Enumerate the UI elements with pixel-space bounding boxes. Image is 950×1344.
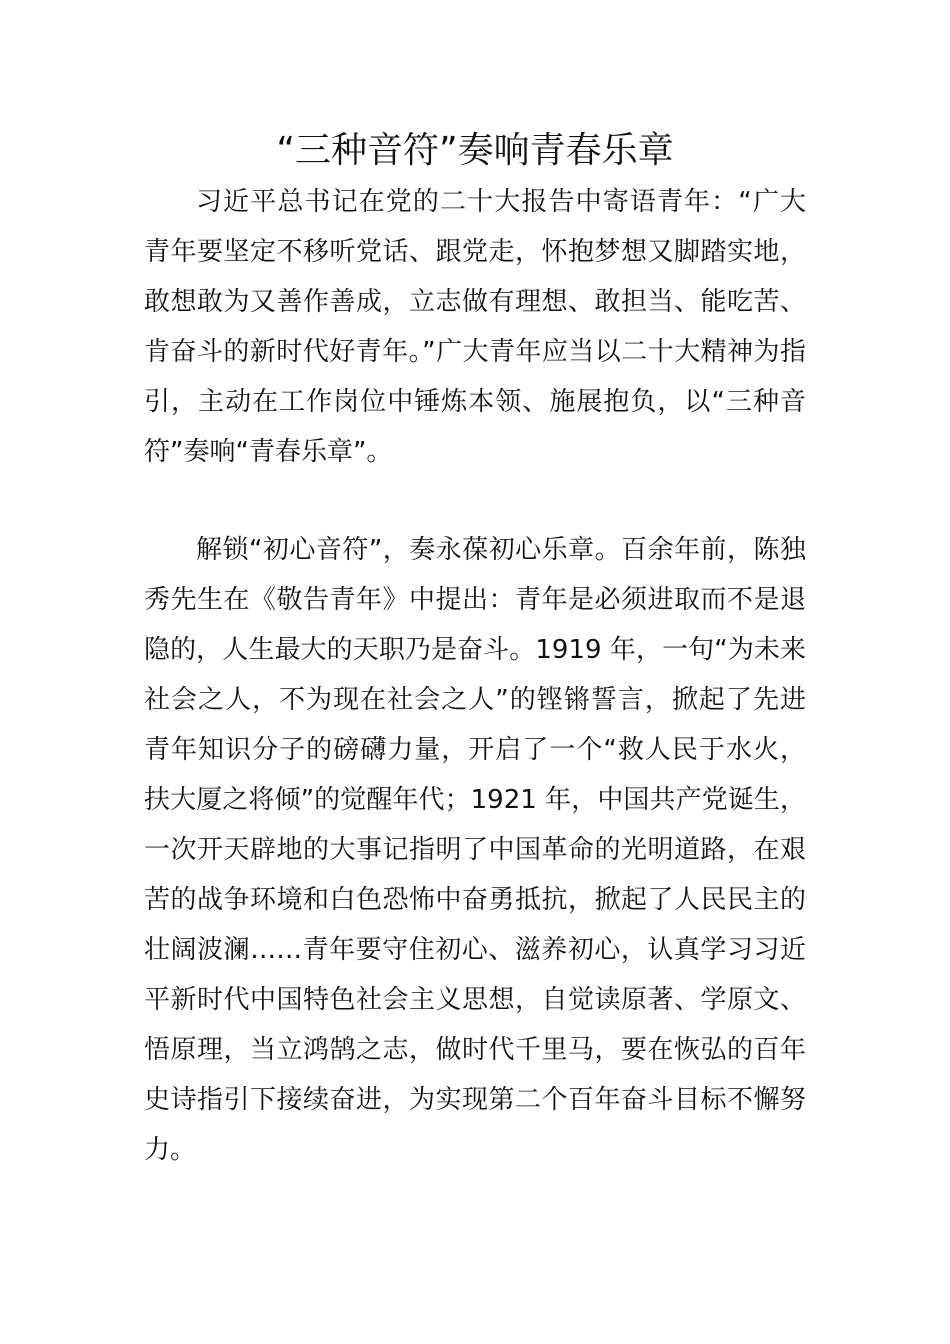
document-title: “三种音符”奏响青春乐章 bbox=[276, 130, 674, 171]
paragraph-intro: 习近平总书记在党的二十大报告中寄语青年：“广大青年要坚定不移听党话、跟党走，怀抱梦想又脚踏实地，敢想敢为又善作善成，立志做有理想、敢担当、能吃苦、肯奋斗的新时代好青年。”广大青年应当以二十大精神为指引，主动在工作岗位中锤炼本领、施展抱负，以“三种音符”奏响“青春乐章”。 bbox=[144, 187, 806, 467]
paragraph-initial-heart: 解锁“初心音符”，奏永葆初心乐章。百余年前，陈独秀先生在《敬告青年》中提出：青年是必须进取而不是退隐的，人生最大的天职乃是奋斗。1919 年，一句“为未来社会之人，不为现在社会之人”的铿锵誓言，掀起了先进青年知识分子的磅礴力量，开启了一个“救人民于水火，扶大厦之将倾”的觉醒年代；1921 年，中国共产党诞生，一次开天辟地的大事记指明了中国革命的光明道路，在艰苦的战争环境和白色恐怖中奋勇抵抗，掀起了人民民主的壮阔波澜……青年要守住初心、滋养初心，认真学习习近平新时代中国特色社会主义思想，自觉读原著、学原文、悟原理，当立鸿鹄之志，做时代千里马，要在恢弘的百年史诗指引下接续奋进，为实现第二个百年奋斗目标不懈努力。 bbox=[144, 535, 806, 1165]
